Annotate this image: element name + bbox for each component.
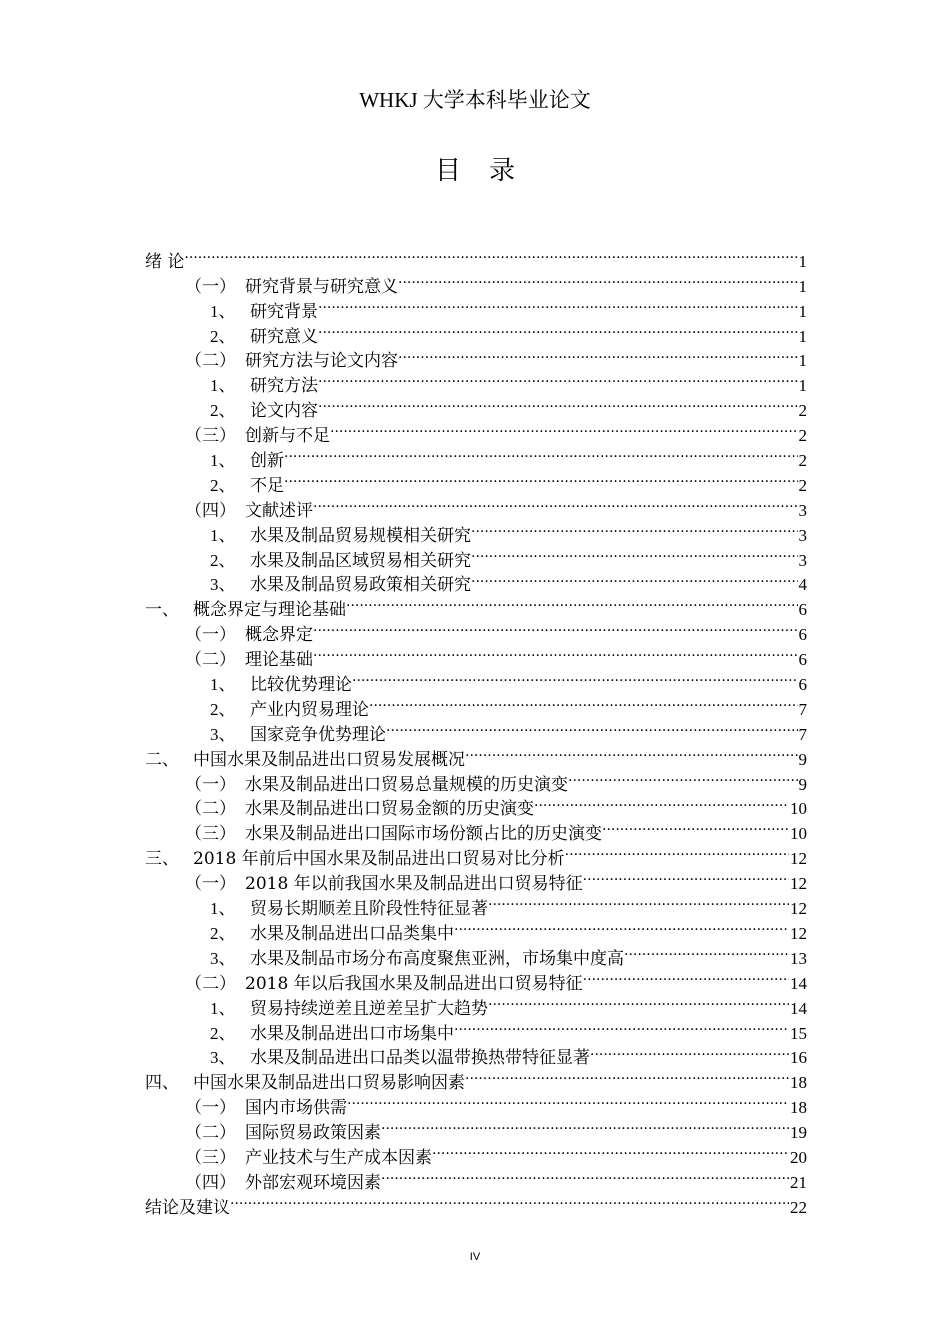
toc-entry-number: （四） [185,1172,236,1193]
toc-entry-title: 中国水果及制品进出口贸易影响因素 [193,1073,465,1094]
toc-entry-page: 18 [790,1073,807,1093]
toc-leader-dots [352,665,798,690]
toc-entry-title: 研究背景 [250,301,318,322]
toc-entry-title: 水果及制品进出口市场集中 [250,1023,454,1044]
toc-entry-page: 3 [798,500,807,520]
toc-entry-number: 2、 [210,699,236,719]
toc-leader-dots [313,615,798,640]
toc-entry-number: （二） [185,351,236,372]
toc-entry-page: 1 [798,276,807,296]
table-of-contents [145,242,807,1218]
toc-entry-title: 理论基础 [245,650,313,671]
toc-entry-page: 10 [790,824,807,844]
toc-entry-number: 3、 [210,575,236,595]
toc-entry-title: 水果及制品贸易规模相关研究 [250,525,471,546]
toc-leader-dots [465,740,798,765]
toc-entry-title: 贸易长期顺差且阶段性特征显著 [250,899,488,920]
toc-entry-number: （二） [185,973,236,994]
toc-leader-dots [230,1188,789,1213]
toc-entry-number: （一） [185,874,236,895]
toc-entry-page: 14 [790,998,807,1018]
toc-entry-title: 2018 年以前我国水果及制品进出口贸易特征 [245,874,583,895]
toc-entry-page: 9 [798,749,807,769]
toc-entry-title: 水果及制品进出口贸易金额的历史演变 [245,799,534,820]
toc-leader-dots [488,889,789,914]
toc-entry-title: 水果及制品市场分布高度聚焦亚洲，市场集中度高 [250,948,624,969]
toc-leader-dots [284,466,798,491]
toc-leader-dots [488,989,789,1014]
toc-entry-title: 创新与不足 [245,426,330,447]
toc-entry-page: 15 [790,1023,807,1043]
toc-entry-page: 19 [790,1123,807,1143]
toc-entry-page: 16 [790,1048,807,1068]
toc-entry-number: 1、 [210,675,236,695]
toc-entry-title: 绪 论 [145,251,185,272]
toc-entry-number: （二） [185,1123,236,1144]
toc-entry-number: （二） [185,799,236,820]
toc-entry-title: 中国水果及制品进出口贸易发展概况 [193,749,465,770]
toc-entry-title: 结论及建议 [145,1197,230,1218]
toc-entry-page: 1 [798,376,807,396]
toc-entry-page: 2 [798,426,807,446]
toc-entry-title: 水果及制品进出口品类集中 [250,923,454,944]
toc-entry-page: 20 [790,1147,807,1167]
toc-entry-number: 2、 [210,401,236,421]
toc-entry-number: （一） [185,625,236,646]
toc-entry-number: 1、 [210,998,236,1018]
toc-entry-number: 1、 [210,525,236,545]
toc-entry-page: 6 [798,625,807,645]
toc-entry-page: 1 [798,251,807,271]
toc-entry-title: 水果及制品进出口贸易总量规模的历史演变 [245,774,568,795]
toc-entry-page: 12 [790,874,807,894]
toc-entry-title: 2018 年以后我国水果及制品进出口贸易特征 [245,973,583,994]
toc-entry-title: 文献述评 [245,500,313,521]
toc-leader-dots [590,1039,789,1064]
toc-entry-number: 2、 [210,550,236,570]
toc-entry-number: 1、 [210,301,236,321]
toc-leader-dots [398,267,798,292]
toc-entry-number: 一、 [145,600,179,621]
toc-entry-title: 国家竞争优势理论 [250,724,386,745]
toc-entry-number: 二、 [145,749,179,770]
toc-entry-title: 国际贸易政策因素 [245,1123,381,1144]
toc-entry-number: （四） [185,500,236,521]
toc-leader-dots [565,839,789,864]
toc-leader-dots [398,342,798,367]
toc-entry-page: 12 [790,849,807,869]
toc-entry-page: 10 [790,799,807,819]
toc-entry-page: 7 [798,699,807,719]
toc-entry-number: 2、 [210,475,236,495]
toc-entry[interactable] [145,1188,807,1218]
toc-entry-page: 2 [798,401,807,421]
toc-entry-number: （二） [185,650,236,671]
page-title: 目录 [434,156,543,186]
toc-entry[interactable] [145,267,807,297]
toc-entry-number: 3、 [210,1048,236,1068]
toc-leader-dots [318,292,798,317]
toc-leader-dots [318,391,798,416]
toc-leader-dots [369,690,798,715]
toc-leader-dots [602,814,789,839]
document-header: WHKJ 大学本科毕业论文 [359,88,591,112]
toc-entry-title: 国内市场供需 [245,1098,347,1119]
toc-entry-page: 12 [790,899,807,919]
toc-entry-page: 6 [798,600,807,620]
toc-leader-dots [454,1014,789,1039]
toc-entry-page: 6 [798,675,807,695]
toc-entry-number: 3、 [210,948,236,968]
toc-entry-page: 7 [798,724,807,744]
toc-entry-title: 水果及制品进出口品类以温带换热带特征显著 [250,1048,590,1069]
toc-entry-number: （三） [185,824,236,845]
toc-entry-title: 概念界定与理论基础 [193,600,346,621]
toc-entry-page: 2 [798,451,807,471]
toc-leader-dots [568,765,798,790]
toc-leader-dots [386,715,798,740]
toc-entry-number: 2、 [210,1023,236,1043]
toc-leader-dots [432,1138,789,1163]
toc-leader-dots [583,964,789,989]
toc-leader-dots [346,590,798,615]
toc-entry-page: 22 [790,1197,807,1217]
toc-entry-page: 21 [790,1172,807,1192]
toc-leader-dots [347,1088,789,1113]
toc-entry-number: （一） [185,774,236,795]
toc-entry-title: 研究方法 [250,376,318,397]
toc-entry-title: 贸易持续逆差且逆差呈扩大趋势 [250,998,488,1019]
toc-entry-number: 1、 [210,451,236,471]
toc-leader-dots [454,914,789,939]
toc-entry-title: 产业技术与生产成本因素 [245,1147,432,1168]
toc-entry-number: 3、 [210,724,236,744]
toc-entry-number: （一） [185,276,236,297]
toc-leader-dots [471,516,798,541]
toc-leader-dots [313,640,798,665]
toc-entry-page: 1 [798,326,807,346]
toc-leader-dots [313,491,798,516]
toc-entry-page: 1 [798,301,807,321]
toc-leader-dots [534,790,789,815]
toc-leader-dots [583,864,789,889]
toc-entry-title: 研究意义 [250,326,318,347]
toc-leader-dots [330,416,798,441]
toc-entry-number: 1、 [210,376,236,396]
toc-entry-title: 研究背景与研究意义 [245,276,398,297]
toc-entry-page: 12 [790,923,807,943]
toc-entry-title: 论文内容 [250,401,318,422]
toc-entry[interactable] [145,242,807,272]
toc-entry-title: 概念界定 [245,625,313,646]
toc-leader-dots [381,1163,789,1188]
toc-entry-page: 13 [790,948,807,968]
toc-entry-title: 研究方法与论文内容 [245,351,398,372]
toc-entry-page: 9 [798,774,807,794]
toc-entry-title: 不足 [250,475,284,496]
toc-entry-page: 4 [798,575,807,595]
toc-entry-page: 3 [798,550,807,570]
toc-entry-page: 6 [798,650,807,670]
toc-leader-dots [318,366,798,391]
toc-leader-dots [624,939,789,964]
toc-entry-title: 外部宏观环境因素 [245,1172,381,1193]
toc-entry-page: 1 [798,351,807,371]
toc-entry-title: 水果及制品区域贸易相关研究 [250,550,471,571]
toc-leader-dots [465,1063,789,1088]
toc-entry-number: （三） [185,426,236,447]
toc-entry-title: 水果及制品进出口国际市场份额占比的历史演变 [245,824,602,845]
toc-entry-page: 18 [790,1098,807,1118]
toc-entry-page: 14 [790,973,807,993]
toc-entry-number: （三） [185,1147,236,1168]
toc-leader-dots [184,242,797,267]
toc-leader-dots [284,441,798,466]
toc-entry-number: 2、 [210,923,236,943]
toc-entry-title: 2018 年前后中国水果及制品进出口贸易对比分析 [193,849,565,870]
toc-entry-page: 3 [798,525,807,545]
toc-entry-title: 比较优势理论 [250,675,352,696]
toc-leader-dots [318,317,798,342]
toc-entry-title: 水果及制品贸易政策相关研究 [250,575,471,596]
toc-leader-dots [471,541,798,566]
toc-entry-number: （一） [185,1098,236,1119]
toc-entry-title: 产业内贸易理论 [250,699,369,720]
toc-leader-dots [381,1113,789,1138]
toc-entry-number: 1、 [210,899,236,919]
toc-entry-number: 2、 [210,326,236,346]
toc-entry-number: 三、 [145,849,179,870]
toc-entry-title: 创新 [250,451,284,472]
toc-entry-number: 四、 [145,1073,179,1094]
page-number: IV [469,1251,481,1263]
toc-entry-page: 2 [798,475,807,495]
toc-leader-dots [471,566,798,591]
